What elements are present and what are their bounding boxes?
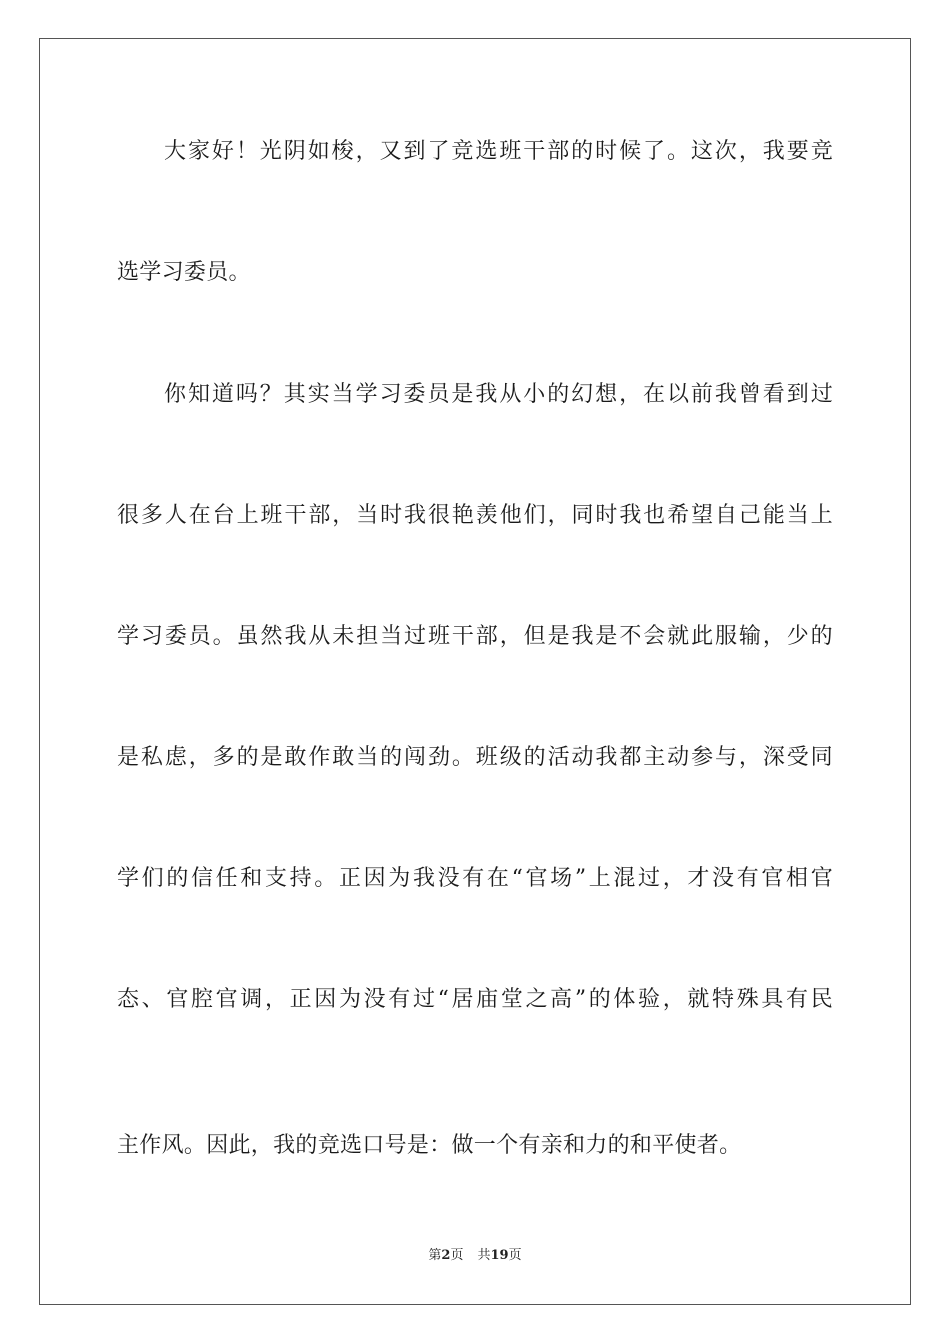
paragraph-line: 态、官腔官调，正因为没有过“居庙堂之高”的体验，就特殊具有民: [117, 987, 833, 1012]
paragraph-line: 是私虑，多的是敢作敢当的闯劲。班级的活动我都主动参与，深受同: [117, 745, 833, 770]
paragraph-line: 你知道吗？其实当学习委员是我从小的幻想，在以前我曾看到过: [164, 382, 833, 407]
page-suffix: 页: [450, 1248, 464, 1263]
paragraph-line: 大家好！光阴如梭，又到了竞选班干部的时候了。这次，我要竞: [164, 139, 833, 164]
total-suffix: 页: [508, 1248, 522, 1263]
paragraph-line: 主作风。因此，我的竞选口号是：做一个有亲和力的和平使者。: [117, 1133, 742, 1158]
page-prefix: 第: [428, 1248, 442, 1263]
page-footer: [0, 1247, 950, 1265]
page-number: 2: [441, 1248, 451, 1263]
paragraph-line: 选学习委员。: [117, 260, 251, 285]
paragraph-line: 学习委员。虽然我从未担当过班干部，但是我是不会就此服输，少的: [117, 624, 833, 649]
paragraph-line: 很多人在台上班干部，当时我很艳羡他们，同时我也希望自己能当上: [117, 503, 833, 528]
paragraph-line: 学们的信任和支持。正因为我没有在“官场”上混过，才没有官相官: [117, 866, 833, 891]
total-prefix: 共: [477, 1248, 491, 1263]
page-border: [39, 38, 911, 1305]
total-pages: 19: [490, 1248, 509, 1263]
